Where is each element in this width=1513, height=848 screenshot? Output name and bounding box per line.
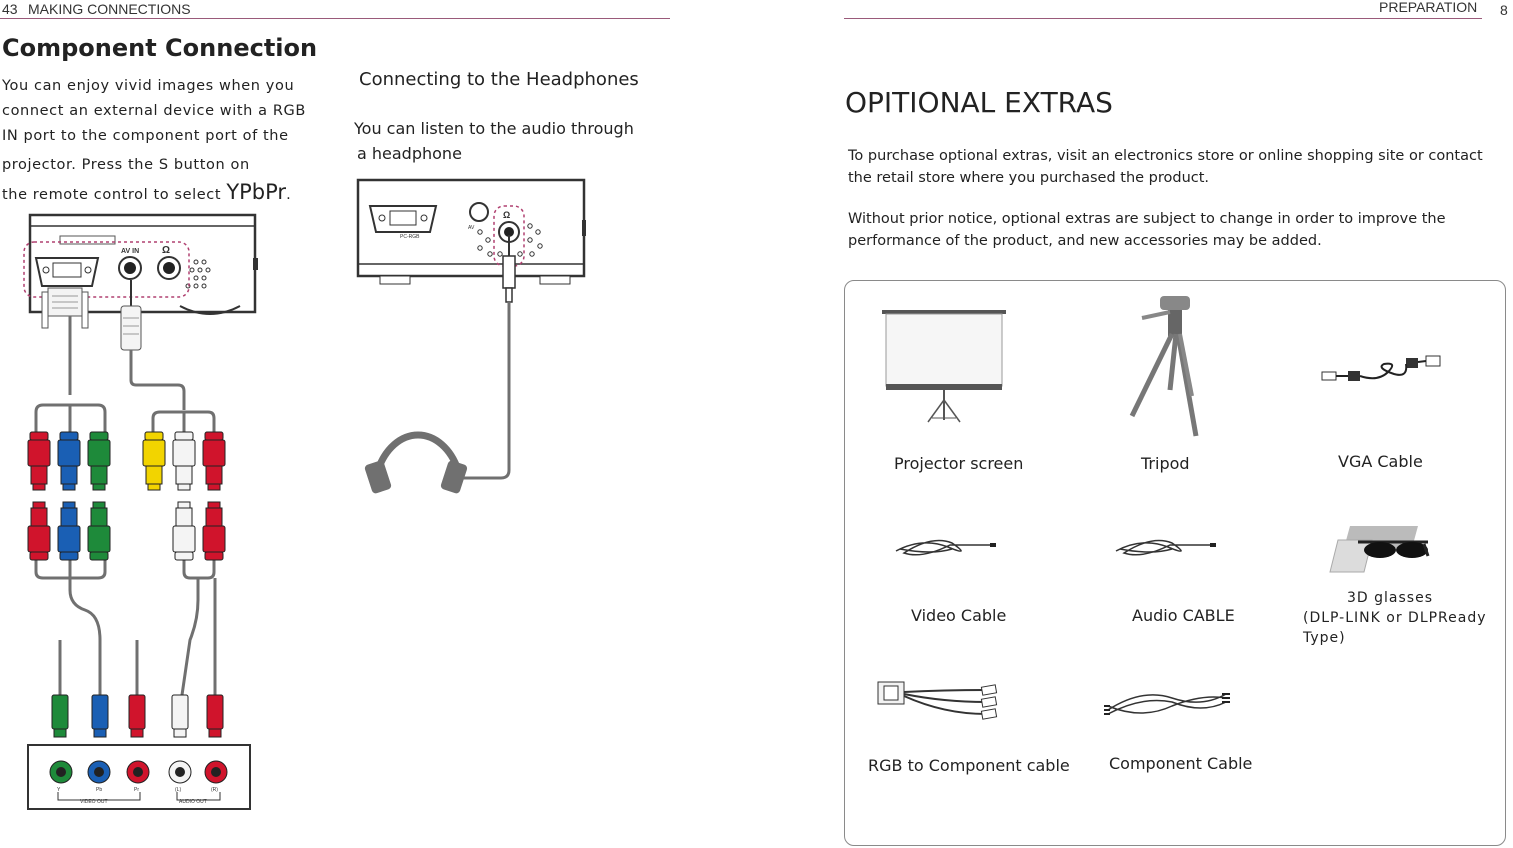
av-in-label: AV IN xyxy=(121,248,140,255)
rca-plug-white xyxy=(172,695,188,737)
av-jack xyxy=(470,203,488,221)
intro-end: . xyxy=(286,187,292,203)
video-cable-image xyxy=(892,535,1002,561)
rca-plug-yellow xyxy=(143,432,165,490)
headphones xyxy=(364,435,468,494)
glasses-line: (DLP-LINK or DLPReady xyxy=(1303,610,1487,626)
3d-glasses-image xyxy=(1328,522,1432,574)
headphone-cable xyxy=(445,302,509,478)
vga-port xyxy=(36,258,98,286)
page-number-right: 8 xyxy=(1500,2,1508,18)
headphones-title: Connecting to the Headphones xyxy=(359,69,639,90)
video-cable-label: Video Cable xyxy=(911,606,1007,625)
rca-plug-blue xyxy=(58,502,80,560)
audio-cable-label: Audio CABLE xyxy=(1132,606,1235,625)
pc-rgb-label: PC-RGB xyxy=(400,234,420,240)
rca-plug-red xyxy=(129,695,145,737)
vga-cable-label: VGA Cable xyxy=(1338,452,1423,471)
rca-plug-red xyxy=(28,432,50,490)
label-r: (R) xyxy=(211,787,218,793)
vga-cable-image xyxy=(1318,352,1448,386)
rgb-component-cable-label: RGB to Component cable xyxy=(868,756,1070,775)
intro-emphasis: YPbPr xyxy=(226,180,287,204)
intro-line: You can enjoy vivid images when you xyxy=(2,78,295,94)
paragraph-line: To purchase optional extras, visit an electronics store or online shopping site or contact xyxy=(848,148,1483,164)
component-cable-image xyxy=(1102,684,1232,724)
extras-paragraph-2 xyxy=(848,208,1513,252)
label-l: (L) xyxy=(175,787,182,793)
tripod-image xyxy=(1120,290,1220,440)
3d-glasses-label xyxy=(1303,588,1487,648)
extras-paragraph-1 xyxy=(848,145,1513,189)
rca-plug-red xyxy=(28,502,50,560)
tripod-label: Tripod xyxy=(1141,454,1190,473)
section-header-right: PREPARATION xyxy=(1379,0,1478,15)
rca-plug-green xyxy=(52,695,68,737)
rca-plug-red xyxy=(203,502,225,560)
vga-plug xyxy=(42,288,88,328)
rca-plug-blue xyxy=(58,432,80,490)
av-label: AV xyxy=(468,225,475,231)
header-rule-right xyxy=(844,18,1482,19)
audio-cable-image xyxy=(1112,535,1222,561)
intro-line: projector. Press the S button on xyxy=(2,157,250,173)
glasses-line: 3D glasses xyxy=(1347,590,1433,606)
rca-plug-blue xyxy=(92,695,108,737)
pc-rgb-port xyxy=(370,206,436,232)
rca-plug-green xyxy=(88,502,110,560)
label-video-out: VIDEO OUT xyxy=(80,799,108,805)
paragraph-line: the retail store where you purchased the product. xyxy=(848,170,1210,186)
output-device-panel xyxy=(28,745,250,809)
intro-line-text: the remote control to select xyxy=(2,187,227,203)
rca-plug-green xyxy=(88,432,110,490)
rca-plug-red xyxy=(203,432,225,490)
glasses-line: Type) xyxy=(1303,630,1346,646)
headphones-line: You can listen to the audio through xyxy=(354,119,634,138)
paragraph-line: performance of the product, and new accessories may be added. xyxy=(848,233,1322,249)
headphones-diagram xyxy=(340,170,600,500)
projector-screen-label: Projector screen xyxy=(894,454,1024,473)
label-pr: Pr xyxy=(134,787,139,793)
intro-line: connect an external device with a RGB xyxy=(2,103,306,119)
rgb-component-cable-image xyxy=(874,676,1004,732)
paragraph-line: Without prior notice, optional extras are subject to change in order to improve the xyxy=(848,211,1446,227)
rca-plug-white xyxy=(173,432,195,490)
headphone-jack-icon: Ω xyxy=(162,245,171,256)
section-header-left: MAKING CONNECTIONS xyxy=(28,1,191,17)
page-title: Component Connection xyxy=(2,34,318,62)
extras-title: OPITIONAL EXTRAS xyxy=(845,86,1113,119)
component-cable-label: Component Cable xyxy=(1109,754,1253,773)
label-audio-out: AUDIO OUT xyxy=(179,799,207,805)
rca-plug-red xyxy=(207,695,223,737)
label-pb: Pb xyxy=(96,787,103,793)
projector-screen-image xyxy=(880,300,1020,430)
page-number-left: 43 xyxy=(2,1,18,17)
rca-plug-white xyxy=(173,502,195,560)
label-y: Y xyxy=(57,787,61,793)
headphones-line: a headphone xyxy=(357,144,462,163)
intro-line: IN port to the component port of the xyxy=(2,128,289,144)
headphone-symbol-icon: Ω xyxy=(503,210,511,220)
